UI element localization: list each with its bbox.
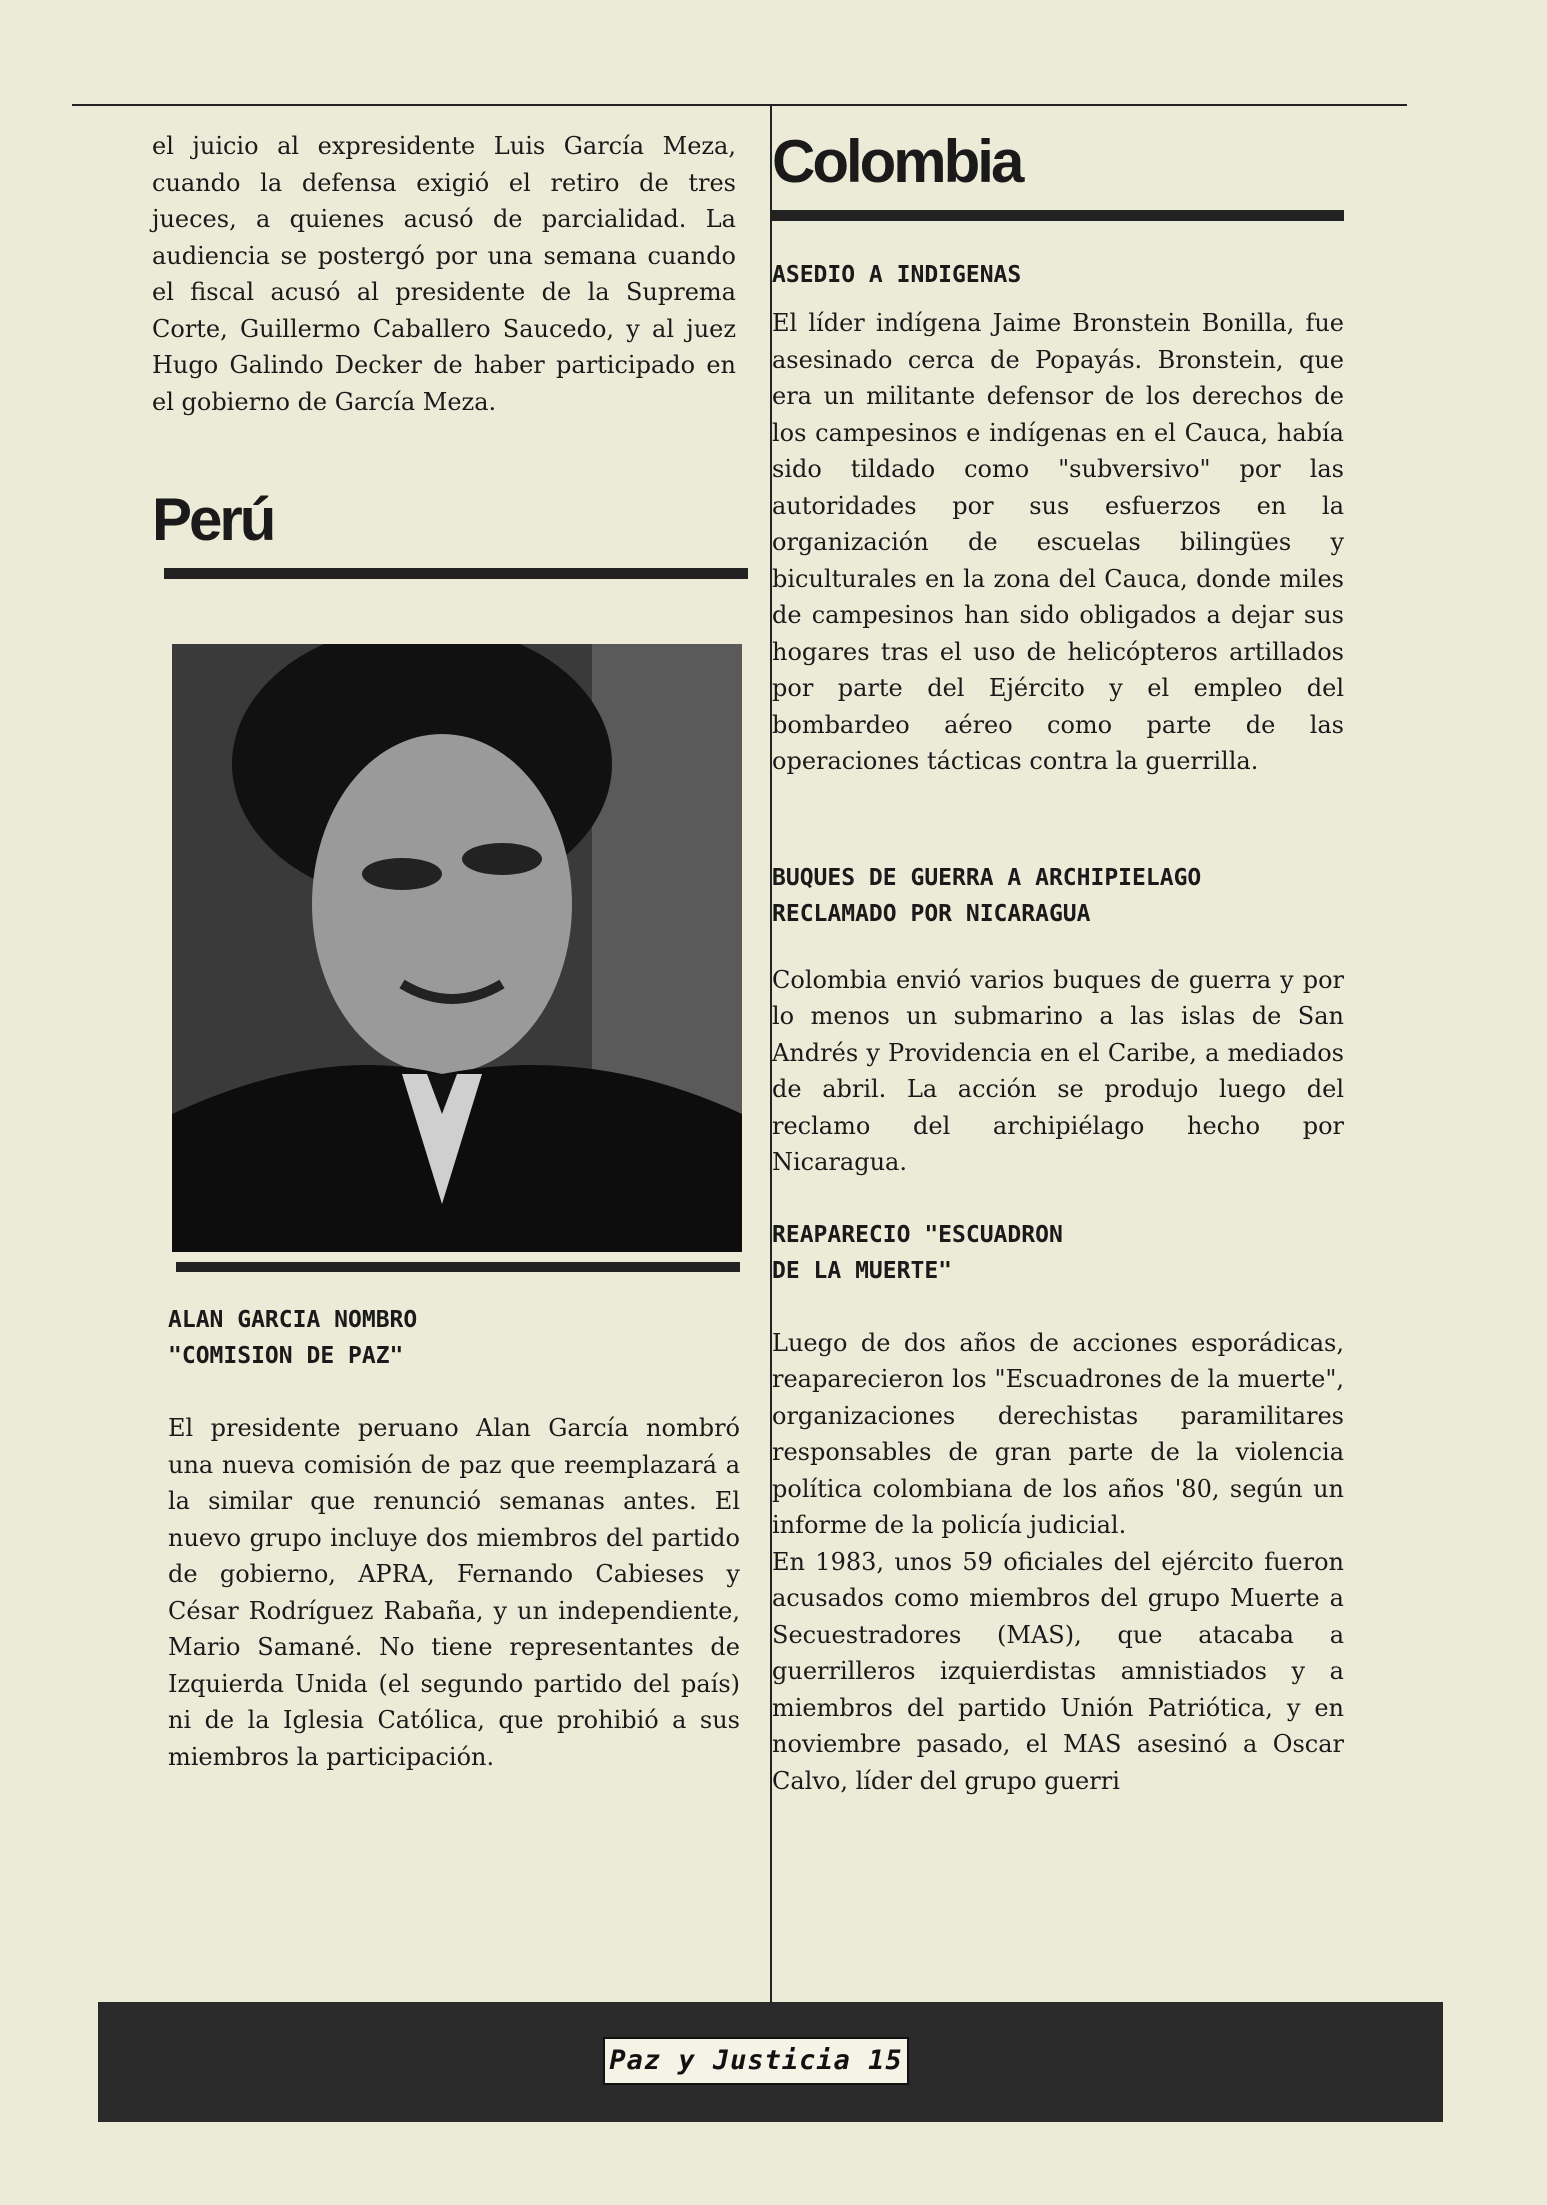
section-rule [164, 568, 748, 579]
article-escuadron [772, 1217, 1352, 1800]
photo-bottom-rule [176, 1262, 740, 1272]
article-asedio [772, 257, 1352, 780]
section-title-peru: Perú [152, 486, 274, 553]
article-heading: ASEDIO A INDIGENAS [772, 262, 1022, 288]
article-body: Luego de dos años de acciones esporádicas, reaparecieron los "Escuadrones de la muerte", organizaciones derechistas paramilitares responsables de gran parte de la violencia política colombiana de los años '80, según un informe de la policía judicial. En 1983, unos 59 oficiales del ejército fueron acusados como miembros del grupo Muerte a Secuestradores (MAS), que atacaba a guerrilleros izquierdistas amnistiados y a miembros del partido Unión Patriótica, y en noviembre pasado, el MAS asesinó a Oscar Calvo, líder del grupo guerri [772, 1328, 1344, 1795]
top-rule [72, 104, 1407, 106]
left-column [152, 128, 736, 579]
article-heading: BUQUES DE GUERRA A ARCHIPIELAGO RECLAMADO POR NICARAGUA [772, 864, 1202, 927]
article-heading: REAPARECIO "ESCUADRON DE LA MUERTE" [772, 1221, 1063, 1284]
article-buques [772, 860, 1352, 1181]
section-rule [772, 210, 1344, 221]
peru-article [168, 1302, 740, 1775]
article-body: Colombia envió varios buques de guerra y por lo menos un submarino a las islas de San Andrés y Providencia en el Caribe, a mediados de abril. La acción se produjo luego del reclamo del archipiélago hecho por Nicaragua. [772, 965, 1344, 1176]
photo-alan-garcia [172, 644, 742, 1252]
article-heading: ALAN GARCIA NOMBRO "COMISION DE PAZ" [168, 1307, 418, 1369]
right-column [772, 128, 1352, 1799]
article-body: El líder indígena Jaime Bronstein Bonilla, fue asesinado cerca de Popayás. Bronstein, que era un militante defensor de los derechos de los campesinos e indígenas en el Cauca, había sido tildado como "subversivo" por las autoridades por sus esfuerzos en la organización de escuelas bilingües y biculturales en la zona del Cauca, donde miles de campesinos han sido obligados a dejar sus hogares tras el uso de helicópteros artillados por parte del Ejército y el empleo del bombardeo aéreo como parte de las operaciones tácticas contra la guerrilla. [772, 309, 1344, 775]
article-body: El presidente peruano Alan García nombró una nueva comisión de paz que reemplazará a la similar que renunció semanas antes. El nuevo grupo incluye dos miembros del partido de gobierno, APRA, Fernando Cabieses y César Rodríguez Rabaña, y un independiente, Mario Samané. No tiene representantes de Izquierda Unida (el segundo partido del país) ni de la Iglesia Católica, que prohibió a sus miembros la participación. [168, 1414, 740, 1771]
intro-paragraph: el juicio al expresidente Luis García Meza, cuando la defensa exigió el retiro de tres jueces, a quienes acusó de parcialidad. La audiencia se postergó por una semana cuando el fiscal acusó al presidente de la Suprema Corte, Guillermo Caballero Saucedo, y al juez Hugo Galindo Decker de haber participado en el gobierno de García Meza. [152, 132, 736, 416]
section-title-colombia: Colombia [772, 128, 1022, 195]
footer-page-label: Paz y Justicia 15 [603, 2037, 909, 2085]
